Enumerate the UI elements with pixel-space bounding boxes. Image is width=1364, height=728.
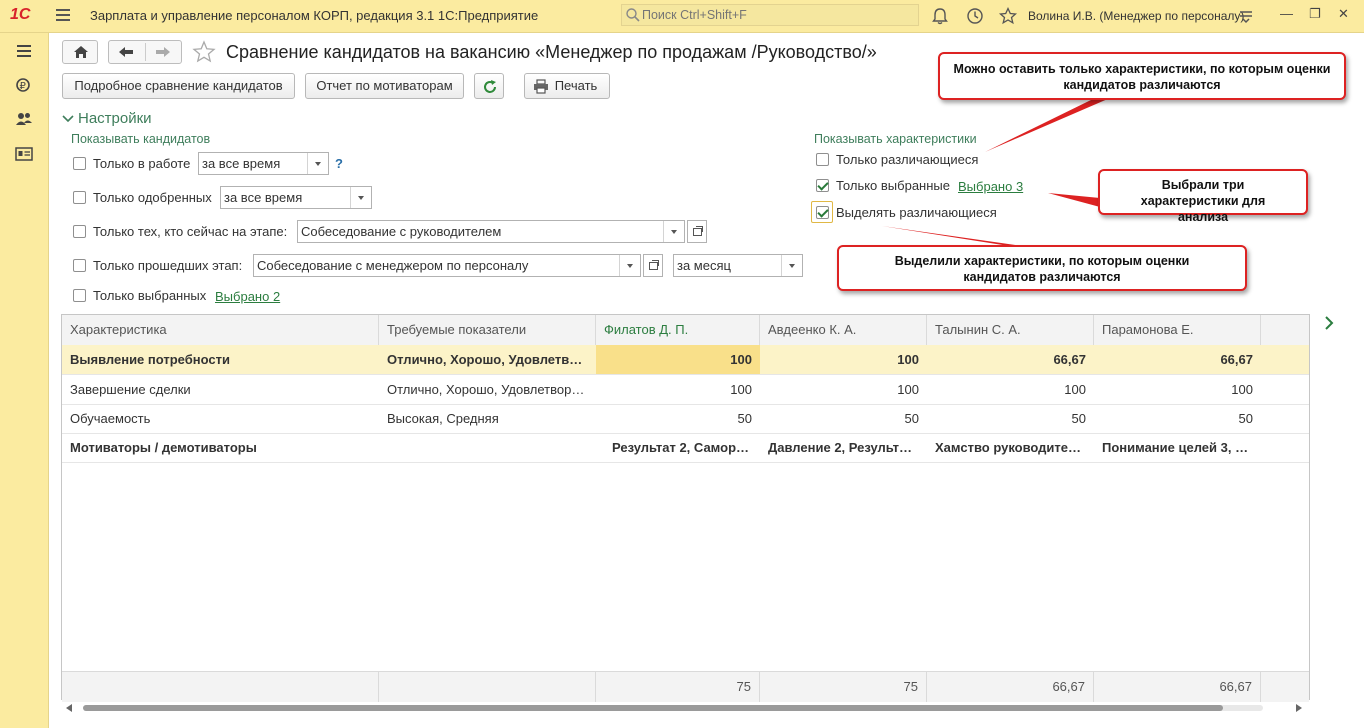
col-required[interactable]: Требуемые показатели xyxy=(379,315,596,345)
table-row[interactable] xyxy=(62,404,1309,434)
dropdown-arrow-icon[interactable] xyxy=(619,255,640,276)
table-row[interactable] xyxy=(62,433,1309,463)
printer-icon xyxy=(533,79,549,94)
home-icon xyxy=(73,45,89,59)
callout-only-differing: Можно оставить только характеристики, по которым оценки кандидатов различаются xyxy=(938,52,1346,100)
star-icon[interactable] xyxy=(998,6,1018,26)
only-on-stage-label: Только тех, кто сейчас на этапе: xyxy=(93,224,288,239)
only-selected-chars-label: Только выбранные xyxy=(836,178,950,193)
row-value: Результат 2, Самор… xyxy=(612,440,750,455)
wallet-icon[interactable] xyxy=(14,75,34,95)
row-value: 66,67 xyxy=(1220,352,1253,367)
col-candidate-3[interactable]: Талынин С. А. xyxy=(927,315,1094,345)
dropdown-arrow-icon[interactable] xyxy=(781,255,802,276)
col-candidate-2[interactable]: Авдеенко К. А. xyxy=(760,315,927,345)
row-value: 100 xyxy=(897,382,919,397)
col-candidate-1[interactable]: Филатов Д. П. xyxy=(596,315,760,345)
table-row[interactable] xyxy=(62,345,1309,375)
app-logo: 1С xyxy=(10,6,31,23)
passed-stage-select[interactable] xyxy=(253,254,641,277)
motivators-report-button[interactable]: Отчет по мотиваторам xyxy=(305,73,464,99)
row-required: Высокая, Средняя xyxy=(387,411,499,426)
selected-chars-link[interactable]: Выбрано 3 xyxy=(958,179,1024,194)
detailed-compare-button[interactable]: Подробное сравнение кандидатов xyxy=(62,73,295,99)
row-name: Обучаемость xyxy=(70,411,151,426)
scroll-thumb[interactable] xyxy=(83,705,1223,711)
only-working-label: Только в работе xyxy=(93,156,191,171)
print-label: Печать xyxy=(554,78,598,93)
row-required: Отлично, Хорошо, Удовлетв… xyxy=(387,352,583,367)
only-differing-checkbox[interactable] xyxy=(816,153,829,166)
history-icon[interactable] xyxy=(965,6,985,26)
highlight-differing-checkbox[interactable] xyxy=(816,206,829,219)
row-name: Завершение сделки xyxy=(70,382,191,397)
id-card-icon[interactable] xyxy=(14,144,34,164)
history-nav xyxy=(108,40,182,64)
search-input[interactable] xyxy=(642,7,912,23)
row-value: Хамство руководите… xyxy=(935,440,1082,455)
row-value: Давление 2, Результ… xyxy=(768,440,913,455)
open-stage-icon[interactable] xyxy=(687,220,707,243)
refresh-icon xyxy=(482,79,498,95)
footer-total: 75 xyxy=(760,672,927,702)
open-passed-stage-icon[interactable] xyxy=(643,254,663,277)
row-value: 66,67 xyxy=(1053,352,1086,367)
footer-total: 75 xyxy=(596,672,760,702)
current-stage-value: Собеседование с руководителем xyxy=(301,224,502,239)
svg-text:₽: ₽ xyxy=(19,81,26,92)
settings-label: Настройки xyxy=(78,110,152,127)
only-differing-label: Только различающиеся xyxy=(836,152,979,167)
chevron-down-icon xyxy=(62,114,74,124)
characteristics-group-title: Показывать характеристики xyxy=(814,132,977,146)
bell-icon[interactable] xyxy=(930,6,950,26)
chevron-right-icon[interactable] xyxy=(1322,314,1336,332)
row-value: 100 xyxy=(897,352,919,367)
only-approved-label: Только одобренных xyxy=(93,190,212,205)
footer-total: 66,67 xyxy=(1094,672,1261,702)
row-value: 50 xyxy=(904,411,919,426)
scroll-right-icon[interactable] xyxy=(1295,704,1303,712)
row-name: Мотиваторы / демотиваторы xyxy=(70,440,257,455)
close-icon[interactable]: ✕ xyxy=(1338,6,1349,21)
table-footer xyxy=(62,671,1309,702)
scroll-left-icon[interactable] xyxy=(65,704,73,712)
only-working-checkbox[interactable] xyxy=(73,157,86,170)
footer-blank xyxy=(62,672,379,702)
passed-period-value: за месяц xyxy=(677,258,731,273)
only-approved-period-select[interactable] xyxy=(220,186,372,209)
row-value: 100 xyxy=(1231,382,1253,397)
footer-total: 66,67 xyxy=(927,672,1094,702)
only-on-stage-checkbox[interactable] xyxy=(73,225,86,238)
settings-icon[interactable] xyxy=(1236,6,1256,26)
only-selected-chars-checkbox[interactable] xyxy=(816,179,829,192)
refresh-button[interactable] xyxy=(474,73,504,99)
menu-list-icon[interactable] xyxy=(14,41,34,61)
section-sidebar xyxy=(0,33,49,728)
highlight-differing-label: Выделять различающиеся xyxy=(836,205,997,220)
back-arrow-icon[interactable] xyxy=(118,46,134,58)
row-value: 50 xyxy=(1238,411,1253,426)
callout-three-selected: Выбрали три характеристики для анализа xyxy=(1098,169,1308,215)
row-required xyxy=(379,433,596,462)
passed-stage-value: Собеседование с менеджером по персоналу xyxy=(257,258,529,273)
settings-toggle[interactable] xyxy=(62,110,152,127)
selected-candidates-link[interactable]: Выбрано 2 xyxy=(215,289,281,304)
help-icon[interactable]: ? xyxy=(335,156,343,171)
users-icon[interactable] xyxy=(14,109,34,129)
comparison-table[interactable] xyxy=(61,314,1310,700)
only-selected-candidates-checkbox[interactable] xyxy=(73,289,86,302)
col-candidate-4[interactable]: Парамонова Е. xyxy=(1094,315,1261,345)
only-passed-checkbox[interactable] xyxy=(73,259,86,272)
row-value: 100 xyxy=(1064,382,1086,397)
title-bar xyxy=(0,0,1364,33)
only-working-period-value: за все время xyxy=(202,156,281,171)
col-characteristic[interactable]: Характеристика xyxy=(62,315,379,345)
row-value: 100 xyxy=(596,345,760,374)
page-title: Сравнение кандидатов на вакансию «Менеджер по продажам /Руководство/» xyxy=(226,42,877,62)
only-selected-candidates-label: Только выбранных xyxy=(93,288,207,303)
global-search[interactable] xyxy=(621,4,919,26)
row-value: 50 xyxy=(737,411,752,426)
user-name[interactable]: Волина И.В. (Менеджер по персоналу) xyxy=(1028,9,1245,23)
only-passed-label: Только прошедших этап: xyxy=(93,258,243,273)
row-value: Понимание целей 3, … xyxy=(1102,440,1249,455)
row-value: 50 xyxy=(1071,411,1086,426)
table-row[interactable] xyxy=(62,375,1309,405)
callout-highlight: Выделили характеристики, по которым оценки кандидатов различаются xyxy=(837,245,1247,291)
search-icon xyxy=(625,7,641,23)
dropdown-arrow-icon[interactable] xyxy=(307,153,328,174)
app-title: Зарплата и управление персоналом КОРП, редакция 3.1 1С:Предприятие xyxy=(90,8,539,23)
horizontal-scrollbar[interactable] xyxy=(61,701,1310,715)
dropdown-arrow-icon[interactable] xyxy=(663,221,684,242)
print-button[interactable] xyxy=(524,73,610,99)
only-approved-period-value: за все время xyxy=(224,190,303,205)
favorite-star-icon[interactable] xyxy=(192,40,216,64)
current-stage-select[interactable] xyxy=(297,220,685,243)
table-header xyxy=(62,315,1309,346)
row-value: 100 xyxy=(730,382,752,397)
restore-icon[interactable]: ❐ xyxy=(1309,6,1321,21)
home-button[interactable] xyxy=(62,40,98,64)
minimize-icon[interactable]: — xyxy=(1280,6,1293,21)
candidates-group-title: Показывать кандидатов xyxy=(71,132,211,146)
dropdown-arrow-icon[interactable] xyxy=(350,187,371,208)
menu-icon[interactable] xyxy=(56,9,70,24)
footer-blank xyxy=(379,672,596,702)
forward-arrow-icon[interactable] xyxy=(155,46,171,58)
only-approved-checkbox[interactable] xyxy=(73,191,86,204)
passed-period-select[interactable] xyxy=(673,254,803,277)
row-required: Отлично, Хорошо, Удовлетвор… xyxy=(387,382,585,397)
row-name: Выявление потребности xyxy=(70,352,230,367)
only-working-period-select[interactable] xyxy=(198,152,329,175)
